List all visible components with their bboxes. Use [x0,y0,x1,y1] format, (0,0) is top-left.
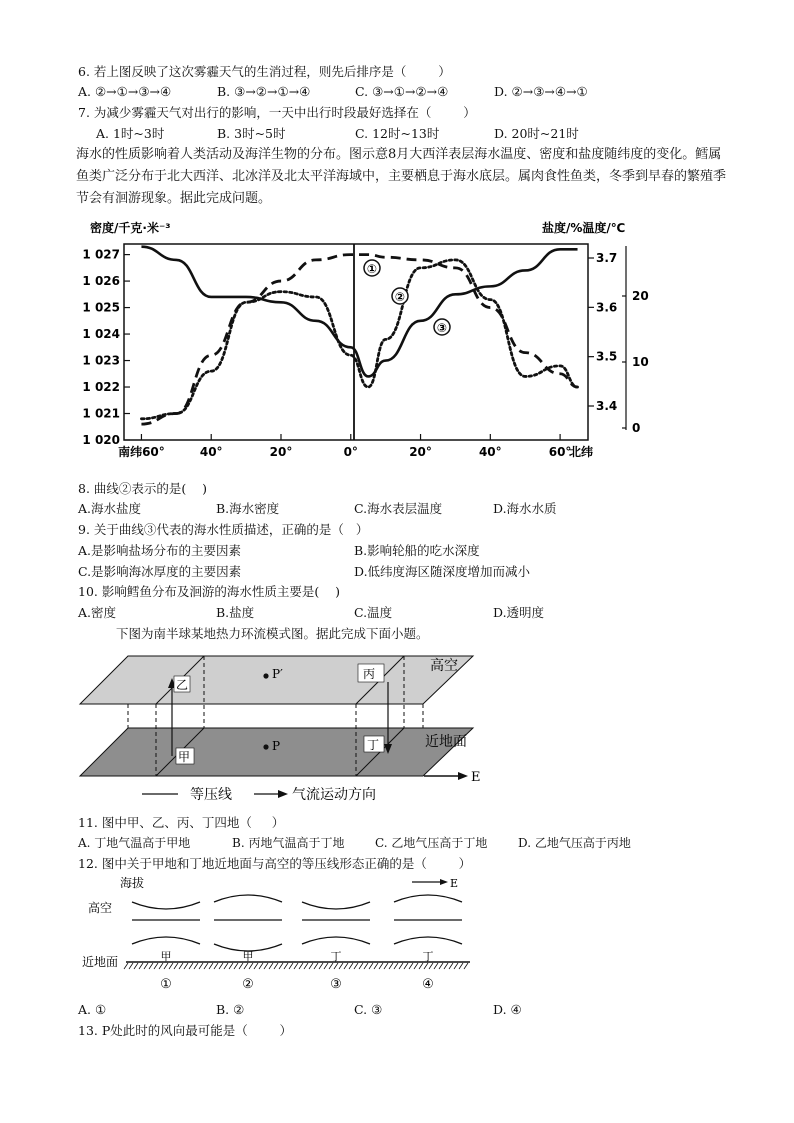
density-tick-label: 1 023 [82,353,120,368]
q10-option-a: A.密度 [78,605,117,620]
density-tick-label: 1 020 [82,433,120,447]
hatch-stroke [209,963,213,969]
q11-option-b: B. 丙地气温高于丁地 [232,836,345,850]
hatch-stroke [294,963,298,969]
lower-isobar-curve [394,937,462,944]
panel-place-label: 丁 [422,950,434,963]
label-east-small: E [450,877,459,890]
ground-hatch [124,963,468,969]
q8-option-d: D.海水水质 [493,501,557,516]
x-tick-label: 20° [269,445,293,459]
panel-number: ③ [330,977,342,992]
density-tick-label: 1 026 [82,274,120,289]
label-p-lower: P [272,739,281,753]
label-yi: 乙 [176,678,189,692]
hatch-stroke [344,963,348,969]
right-tick-group [588,246,649,435]
isobar-shapes-figure [78,874,478,996]
temperature-tick-label: 20 [632,289,649,303]
hatch-stroke [244,963,248,969]
temperature-tick-label: 10 [632,355,649,369]
hatch-stroke [129,963,133,969]
x-tick-label: 60° [548,445,572,459]
series-line-1 [141,255,577,425]
lower-isobar-curve [132,937,200,944]
hatch-stroke [319,963,323,969]
hatch-stroke [354,963,358,969]
q8-stem: 8. 曲线②表示的是( ) [78,481,208,496]
x-tick-label: 南纬60° [118,445,165,459]
hatch-stroke [144,963,148,969]
q7-option-d: D. 20时~21时 [494,126,579,141]
hatch-stroke [134,963,138,969]
label-p-upper: P′ [272,667,283,681]
density-tick-label: 1 025 [82,300,120,315]
q8-option-a: A.海水盐度 [78,501,142,516]
hatch-stroke [444,963,448,969]
q10-stem: 10. 影响鳕鱼分布及洄游的海水性质主要是( ) [78,584,341,599]
hatch-stroke [274,963,278,969]
q8-option-b: B.海水密度 [216,501,280,516]
upper-isobar-curve [302,902,370,909]
q9-option-b: B.影响轮船的吃水深度 [354,543,480,558]
legend-flow-text: 气流运动方向 [292,787,376,803]
density-tick-label: 1 022 [82,380,120,395]
panel-number: ④ [422,977,434,992]
hatch-stroke [239,963,243,969]
hatch-stroke [164,963,168,969]
q7-stem: 7. 为减少雾霾天气对出行的影响，一天中出行时段最好选择在（ ） [78,105,476,120]
hatch-stroke [414,963,418,969]
q6-option-a: A. ②→①→③→④ [78,84,172,99]
density-tick-group [82,248,130,447]
hatch-stroke [284,963,288,969]
isobar-panel-3 [302,902,370,992]
hatch-stroke [139,963,143,969]
hatch-stroke [159,963,163,969]
salinity-tick-label: 3.5 [596,349,618,364]
svg-text:③: ③ [436,321,448,335]
q12-option-c: C. ③ [354,1002,383,1017]
salinity-tick-label: 3.4 [596,399,618,413]
hatch-stroke [454,963,458,969]
q6-option-d: D. ②→③→④→① [494,84,588,99]
label-ground-small: 近地面 [82,955,119,969]
legend-isobar-text: 等压线 [190,787,232,803]
q9-stem: 9. 关于曲线③代表的海水性质描述，正确的是（ ） [78,522,369,537]
x-tick-label: 40° [199,445,223,459]
panel-place-label: 甲 [160,950,172,963]
q12-stem: 12. 图中关于甲地和丁地近地面与高空的等压线形态正确的是（ ） [78,856,472,871]
upper-isobar-curve [132,902,200,909]
hatch-stroke [324,963,328,969]
hatch-stroke [154,963,158,969]
density-tick-label: 1 027 [82,247,120,262]
label-jia: 甲 [178,750,191,764]
hatch-stroke [169,963,173,969]
panel-place-label: 丁 [330,950,342,963]
hatch-stroke [449,963,453,969]
chart-frame [124,244,588,440]
label-near-ground: 近地面 [425,734,467,750]
hatch-stroke [289,963,293,969]
point-p-upper [263,673,268,678]
hatch-stroke [409,963,413,969]
hatch-stroke [194,963,198,969]
curve-label-3 [434,319,450,335]
q11-option-c: C. 乙地气压高于丁地 [375,836,488,850]
salinity-tick-label: 3.7 [596,251,618,265]
hatch-stroke [349,963,353,969]
curve-label-2 [392,288,408,304]
isobar-panels [132,895,462,992]
svg-text:②: ② [394,290,406,304]
label-bing: 丙 [363,667,376,681]
q11-stem: 11. 图中甲、乙、丙、丁四地（ ） [78,815,285,830]
hatch-stroke [434,963,438,969]
q6-option-b: B. ③→②→①→④ [217,84,311,99]
q11-option-a: A. 丁地气温高于甲地 [78,836,191,850]
hatch-stroke [419,963,423,969]
label-upper-small: 高空 [88,901,113,915]
ocean-properties-chart [82,216,649,466]
q8-option-c: C.海水表层温度 [354,501,443,516]
label-altitude: 海拔 [120,876,145,890]
q10-option-c: C.温度 [354,605,393,620]
hatch-stroke [264,963,268,969]
chart-left-axis-title: 密度/千克·米⁻³ [90,221,171,235]
isobar-panel-4 [394,895,462,992]
hatch-stroke [384,963,388,969]
hatch-stroke [234,963,238,969]
q11-option-d: D. 乙地气压高于丙地 [518,836,631,850]
hatch-stroke [334,963,338,969]
q12-option-a: A. ① [78,1002,107,1017]
chart-right-axis-title: 盐度/%温度/℃ [542,221,626,235]
panel-number: ② [242,977,254,992]
q6-option-c: C. ③→①→②→④ [355,84,449,99]
hatch-stroke [224,963,228,969]
q9-option-d: D.低纬度海区随深度增加而减小 [354,564,531,579]
q7-option-b: B. 3时~5时 [217,126,286,141]
hatch-stroke [309,963,313,969]
hatch-stroke [424,963,428,969]
q9-option-c: C.是影响海冰厚度的主要因素 [78,564,242,579]
hatch-stroke [439,963,443,969]
hatch-stroke [369,963,373,969]
passage-circulation: 下图为南半球某地热力环流模式图。据此完成下面小题。 [116,626,429,641]
hatch-stroke [374,963,378,969]
hatch-stroke [219,963,223,969]
hatch-stroke [174,963,178,969]
series-group [141,247,577,424]
hatch-stroke [379,963,383,969]
hatch-stroke [179,963,183,969]
hatch-stroke [259,963,263,969]
q12-option-b: B. ② [216,1002,245,1017]
label-east: E [471,770,481,785]
hatch-stroke [429,963,433,969]
label-ding: 丁 [367,738,380,752]
q10-option-d: D.透明度 [493,605,545,620]
hatch-stroke [304,963,308,969]
hatch-stroke [269,963,273,969]
salinity-tick-label: 3.6 [596,300,618,315]
hatch-stroke [459,963,463,969]
hatch-stroke [404,963,408,969]
hatch-stroke [204,963,208,969]
hatch-stroke [329,963,333,969]
upper-isobar-curve [394,895,462,902]
hatch-stroke [254,963,258,969]
q10-option-b: B.盐度 [216,605,255,620]
panel-place-label: 甲 [242,950,254,963]
hatch-stroke [279,963,283,969]
hatch-stroke [364,963,368,969]
density-tick-label: 1 024 [82,327,120,342]
isobar-panel-2 [214,895,282,992]
hatch-stroke [359,963,363,969]
q13-stem: 13. P处此时的风向最可能是（ ） [78,1023,293,1038]
hatch-stroke [124,963,128,969]
curve-label-1 [364,260,380,276]
x-tick-label: 20° [409,445,432,459]
isobar-panel-1 [132,902,200,992]
passage-ocean: 海水的性质影响着人类活动及海洋生物的分布。图示意8月大西洋表层海水温度、密度和盐度随纬度的变化。鳕属鱼类广泛分布于北大西洋、北冰洋及北太平洋海域中，主要栖息于海水底层。属肉食性鱼类，冬季到早春的繁殖季节会有洄游现象。据此完成问题。 [76,147,727,206]
hatch-stroke [314,963,318,969]
q9-option-a: A.是影响盐场分布的主要因素 [78,543,242,558]
hatch-stroke [199,963,203,969]
thermal-circulation-diagram [78,648,498,808]
upper-isobar-curve [214,895,282,902]
q7-option-a: A. 1时~3时 [96,126,165,141]
temperature-tick-label: 0 [632,421,641,435]
hatch-stroke [249,963,253,969]
q7-option-c: C. 12时~13时 [355,126,440,141]
label-upper-air: 高空 [430,658,458,674]
q6-stem: 6. 若上图反映了这次雾霾天气的生消过程，则先后排序是（ ） [78,64,451,79]
point-p-lower [263,744,268,749]
hatch-stroke [389,963,393,969]
hatch-stroke [299,963,303,969]
hatch-stroke [214,963,218,969]
q12-option-d: D. ④ [493,1002,522,1017]
hatch-stroke [189,963,193,969]
x-tick-label: 0° [343,445,358,459]
hatch-stroke [229,963,233,969]
hatch-stroke [399,963,403,969]
density-tick-label: 1 021 [82,406,120,421]
svg-text:①: ① [366,262,378,276]
lower-isobar-curve [302,937,370,944]
x-tick-group [118,434,593,459]
hatch-stroke [464,963,468,969]
panel-number: ① [160,977,172,992]
hatch-stroke [149,963,153,969]
x-tick-label: 40° [478,445,502,459]
x-tick-label: 北纬 [569,445,594,459]
hatch-stroke [184,963,188,969]
hatch-stroke [339,963,343,969]
hatch-stroke [394,963,398,969]
